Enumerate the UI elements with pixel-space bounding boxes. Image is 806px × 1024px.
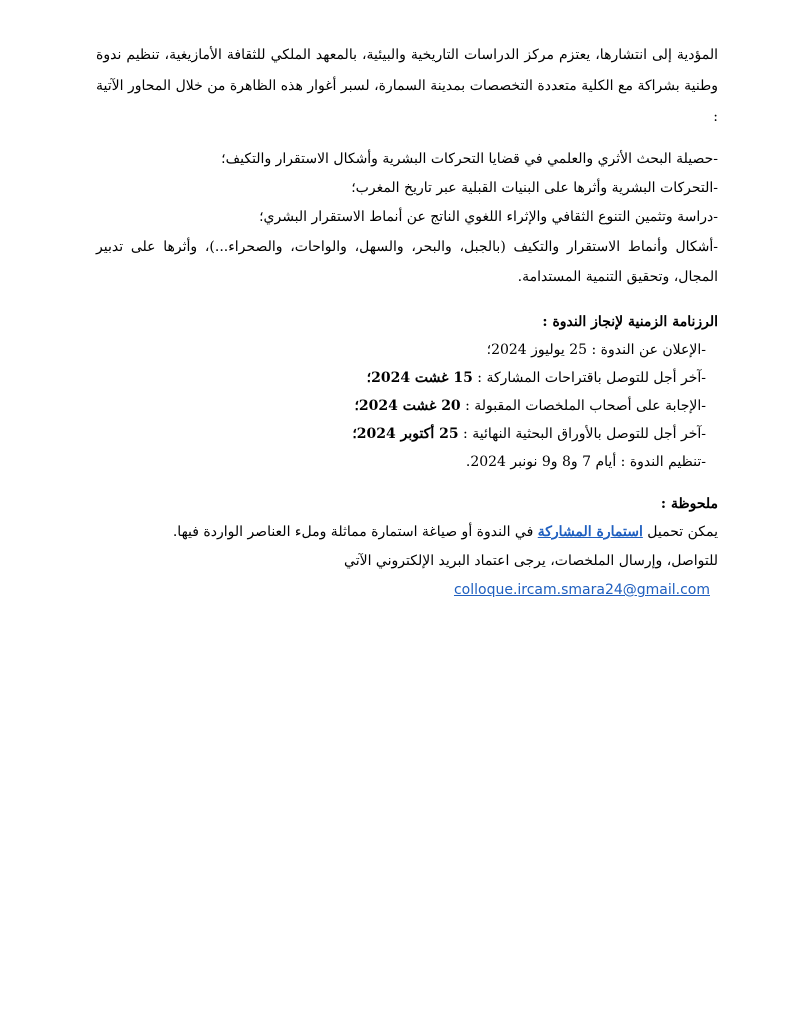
axis-item: -دراسة وتثمين التنوع الثقافي والإثراء اللغوي الناتج عن أنماط الاستقرار البشري؛ bbox=[259, 209, 718, 225]
contact-email-link[interactable]: colloque.ircam.smara24@gmail.com bbox=[453, 582, 710, 598]
schedule-item bbox=[96, 392, 706, 420]
axis-item: -التحركات البشرية وأثرها على البنيات القبلية عبر تاريخ المغرب؛ bbox=[351, 180, 718, 196]
schedule-item bbox=[96, 336, 706, 364]
schedule-item bbox=[96, 448, 706, 476]
schedule-item-value: 25 يوليوز 2024؛ bbox=[486, 342, 588, 358]
contact-text: للتواصل، وإرسال الملخصات، يرجى اعتماد البريد الإلكتروني الآتي bbox=[344, 553, 718, 569]
axis-item: -حصيلة البحث الأثري والعلمي في قضايا التحركات البشرية وأشكال الاستقرار والتكيف؛ bbox=[221, 151, 718, 167]
schedule-list bbox=[96, 336, 718, 476]
axes-list bbox=[96, 145, 718, 292]
schedule-title: الرزنامة الزمنية لإنجاز الندوة : bbox=[542, 314, 718, 330]
axis-item: -أشكال وأنماط الاستقرار والتكيف (بالجبل، والبحر، والسهل، والواحات، والصحراء...)، وأثرها على تدبير المجال، وتحقيق التنمية المستدامة. bbox=[96, 239, 718, 285]
schedule-item-value: 15 غشت 2024؛ bbox=[366, 370, 473, 386]
intro-line-1: المؤدية إلى انتشارها، يعتزم مركز الدراسات التاريخية والبيئية، بالمعهد الملكي للثقافة الأمازيغية، تنظيم ندوة وطنية بشراكة مع الكلية متعددة bbox=[96, 47, 719, 94]
schedule-item-label: -الإجابة على أصحاب الملخصات المقبولة : bbox=[460, 398, 706, 414]
schedule-item-label: -تنظيم الندوة : bbox=[616, 454, 706, 470]
schedule-item bbox=[96, 420, 706, 448]
schedule-item bbox=[96, 364, 706, 392]
note-line-1 bbox=[96, 518, 718, 547]
note-line-2 bbox=[96, 547, 718, 605]
note-text-before: يمكن تحميل bbox=[642, 524, 718, 540]
intro-line-2: التخصصات بمدينة السمارة، لسبر أغوار هذه الظاهرة من خلال المحاور الآتية : bbox=[96, 78, 718, 125]
schedule-item-value: 20 غشت 2024؛ bbox=[354, 398, 461, 414]
participation-form-link[interactable]: استمارة المشاركة bbox=[537, 524, 643, 540]
schedule-item-label: -آخر أجل للتوصل بالأوراق البحثية النهائية : bbox=[458, 426, 706, 442]
schedule-item-value: 25 أكتوبر 2024؛ bbox=[352, 426, 459, 442]
note-title: ملحوظة : bbox=[660, 496, 718, 512]
schedule-item-label: -آخر أجل للتوصل باقتراحات المشاركة : bbox=[472, 370, 706, 386]
schedule-item-value: أيام 7 و8 و9 نونبر 2024. bbox=[465, 454, 617, 470]
schedule-item-label: -الإعلان عن الندوة : bbox=[587, 342, 706, 358]
document-body bbox=[96, 40, 718, 605]
note-text-after: في الندوة أو صياغة استمارة مماثلة وملء العناصر الواردة فيها. bbox=[172, 524, 538, 540]
intro-paragraph bbox=[96, 40, 718, 133]
